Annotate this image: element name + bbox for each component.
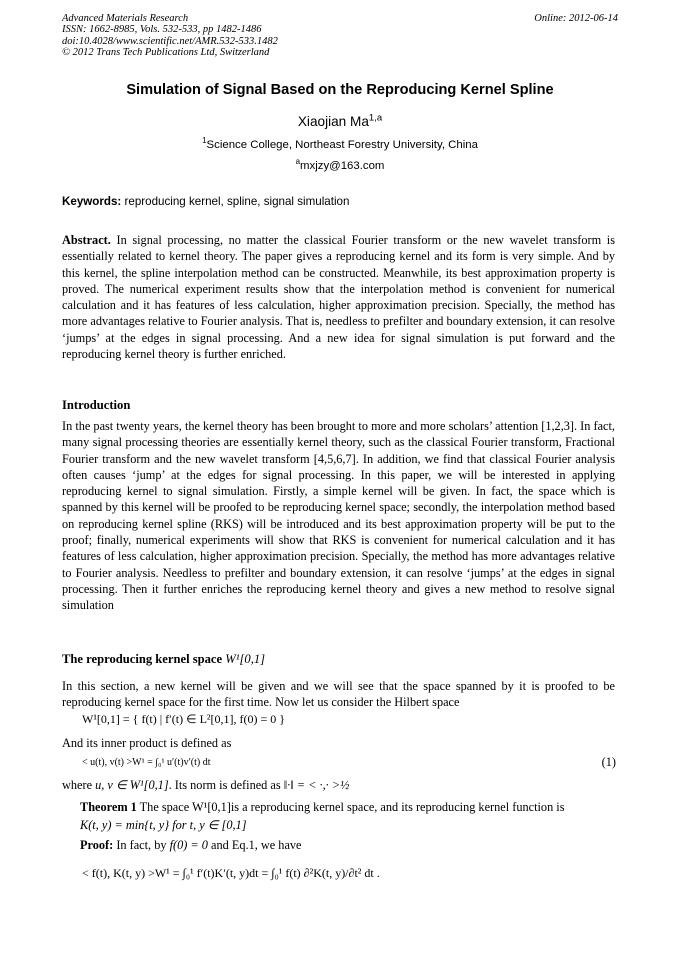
theorem-text: The space W¹[0,1]is a reproducing kernel space, and its reproducing kernel function is xyxy=(139,800,565,814)
keywords-text: reproducing kernel, spline, signal simulation xyxy=(124,195,350,208)
section2-title: The reproducing kernel space xyxy=(62,652,223,666)
introduction-text: In the past twenty years, the kernel theory has been brought to more and more scholars’ attention [1,2,3]. In fact, many signal processing theories are essentially kernel theory, such as the classical Fourier transform, Fractional Fourier transform and the new wavelet transform [4,5,6,7]. In addition, we find that classical Fourier analysis often causes ‘jump’ at the edges for signal processing. In this paper, we will be interested in applying reproducing kernel to signal simulation. Firstly, a simple kernel will be given. In fact, the space which is spanned by this kernel will be proofed to be reproducing kernel space; secondly, the interpolation method based on reproducing kernel spline (RKS) will be introduced and its best approximation property will be put to the proof; finally, numerical experiments will show that RKS is convenient for numerical calculation and it has features of less calculation, higher approximation precision. Specially, the method has more advantages relative to Fourier analysis. Needless to prefilter and boundary extension, it can resolve ‘jumps’ at the edges in signal processing. Then it further enriches the reproducing kernel theory and gives a new method to resolve signal simulation xyxy=(62,419,615,613)
proof-equation: < f(t), K(t, y) >W¹ = ∫₀¹ f′(t)K′(t, y)dt = ∫₀¹ f(t) ∂²K(t, y)/∂t² dt . xyxy=(82,866,380,880)
section2-intro: In this section, a new kernel will be given and we will see that the space spanned by it is proofed to be reproducing kernel space for the first time. Now let us consider the Hilbert space xyxy=(62,679,615,710)
online-date: Online: 2012-06-14 xyxy=(534,13,618,24)
norm-definition xyxy=(62,778,618,793)
proof-line xyxy=(80,838,636,853)
doi-line: doi:10.4028/www.scientific.net/AMR.532-533.1482 xyxy=(62,35,278,47)
proof-label: Proof: xyxy=(80,838,114,852)
copyright-line: © 2012 Trans Tech Publications Ltd, Switzerland xyxy=(62,47,270,59)
norm-math: ‖·‖ = < ·,· >½ xyxy=(283,778,350,792)
journal-name: Advanced Materials Research xyxy=(62,13,189,24)
paper-title: Simulation of Signal Based on the Reproducing Kernel Spline xyxy=(126,82,554,98)
proof-text: In fact, by xyxy=(116,838,167,852)
inner-product-label: And its inner product is defined as xyxy=(62,736,232,750)
space-definition-equation: W¹[0,1] = { f(t) | f′(t) ∈ L²[0,1], f(0) = 0 } xyxy=(82,712,286,726)
introduction-heading: Introduction xyxy=(62,398,131,412)
affiliation-text: Science College, Northeast Forestry University, China xyxy=(206,139,478,151)
author-line xyxy=(62,114,618,129)
where-text: where xyxy=(62,778,93,792)
norm-text: . Its norm is defined as xyxy=(168,778,281,792)
abstract-text: In signal processing, no matter the classical Fourier transform or the new wavelet transform is essentially related to kernel theory. The paper gives a reproducing kernel and its form is very simple. And by this kernel, the spline interpolation method can be constructed. Meanwhile, its best approximation property is proved. The numerical experiment results show that the interpolation method is convenient for numerical calculation and it has features of less calculation, higher approximation precision. Specially, the method has more advantages relative to Fourier analysis. That is, needless to prefilter and boundary extension, it can resolve ‘jumps’ at the edges in signal processing. And a new idea for signal simulation is put forward and the reproducing kernel theory is further enriched. xyxy=(62,233,615,362)
where-math: u, v ∈ W¹[0,1] xyxy=(95,778,169,792)
kernel-function: K(t, y) = min{t, y} for t, y ∈ [0,1] xyxy=(80,818,247,832)
issn-line: ISSN: 1662-8985, Vols. 532-533, pp 1482-1486 xyxy=(62,24,262,36)
email-text: mxjzy@163.com xyxy=(300,160,385,172)
abstract-label: Abstract. xyxy=(62,233,111,247)
email xyxy=(62,157,618,172)
author-sup: 1,a xyxy=(368,112,383,124)
proof-text-2: and Eq.1, we have xyxy=(211,838,302,852)
proof-math: f(0) = 0 xyxy=(169,838,208,852)
keywords-label: Keywords: xyxy=(62,195,122,208)
abstract xyxy=(62,232,615,362)
keywords xyxy=(62,195,618,208)
affiliation xyxy=(62,136,618,151)
affiliation-sup: 1 xyxy=(202,136,207,146)
theorem-kernel-math xyxy=(80,818,636,833)
email-sup: a xyxy=(295,157,301,167)
theorem-1 xyxy=(80,800,616,815)
theorem-label: Theorem 1 xyxy=(80,800,137,814)
section2-heading-math: W¹[0,1] xyxy=(225,652,266,666)
author-name: Xiaojian Ma xyxy=(297,114,369,129)
section2-heading xyxy=(62,652,265,667)
equation-number: (1) xyxy=(601,755,616,769)
journal-header xyxy=(62,13,618,59)
inner-product-equation: < u(t), v(t) >W¹ = ∫₀¹ u′(t)v′(t) dt xyxy=(82,757,211,768)
